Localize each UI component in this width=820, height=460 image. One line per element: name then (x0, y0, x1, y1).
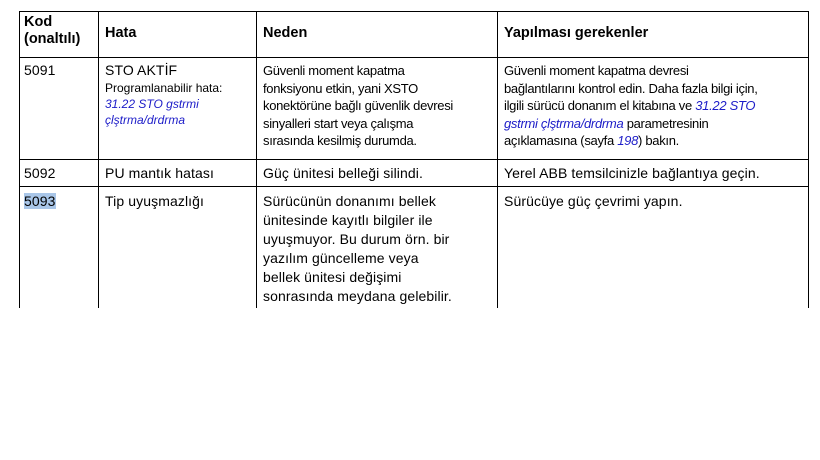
row-divider (19, 159, 809, 160)
action-line (504, 115, 758, 133)
row-5092-action: Yerel ABB temsilcinizle bağlantıya geçin. (504, 165, 760, 181)
action-text: açıklamasına (sayfa (504, 133, 618, 148)
action-line (504, 97, 758, 115)
header-code-sublabel: (onaltılı) (24, 31, 81, 47)
action-line: bağlantılarını kontrol edin. Daha fazla bilgi için, (504, 80, 758, 96)
action-text: ) bakın. (638, 133, 679, 148)
cause-line: Güvenli moment kapatma (263, 63, 405, 78)
header-fault: Hata (105, 25, 137, 41)
cause-line: sonrasında meydana gelebilir. (263, 288, 452, 304)
action-param-link[interactable]: 31.22 STO (695, 98, 756, 113)
column-divider (497, 11, 498, 308)
row-5093-code (24, 192, 56, 211)
cause-line: yazılım güncelleme veya (263, 250, 419, 266)
cause-line: konektörüne bağlı güvenlik devresi (263, 98, 453, 113)
table-border-top (19, 11, 809, 12)
header-row-divider (19, 57, 809, 58)
row-5092-code: 5092 (24, 165, 56, 181)
row-5091-cause (263, 62, 453, 150)
cause-line: sinyalleri start veya çalışma (263, 115, 414, 131)
row-5091-action (504, 62, 758, 150)
row-5092-cause: Güç ünitesi belleği silindi. (263, 165, 423, 181)
page-link[interactable]: 198 (617, 133, 639, 148)
header-cause: Neden (263, 25, 308, 41)
action-text: parametresinin (623, 115, 709, 131)
action-line: Güvenli moment kapatma devresi (504, 63, 689, 78)
action-text: ilgili sürücü donanım el kitabına ve (504, 98, 696, 113)
cause-line: bellek ünitesi değişimi (263, 269, 402, 285)
header-action: Yapılması gerekenler (504, 25, 649, 41)
row-5092-fault: PU mantık hatası (105, 165, 214, 181)
row-5093-fault: Tip uyuşmazlığı (105, 193, 205, 209)
row-5093-action: Sürücüye güç çevrimi yapın. (504, 193, 683, 209)
row-5093-cause (263, 192, 452, 306)
row-5091-code: 5091 (24, 62, 56, 78)
cause-line: uyuşmuyor. Bu durum örn. bir (263, 231, 450, 247)
action-param-link[interactable]: gstrmi çlştrma/drdrma (504, 115, 624, 131)
cause-line: ünitesinde kayıtlı bilgiler ile (263, 212, 433, 228)
cause-line: fonksiyonu etkin, yani XSTO (263, 80, 418, 96)
selected-code: 5093 (24, 193, 56, 209)
fault-param-link[interactable]: 31.22 STO gstrmi (105, 97, 199, 111)
fault-param-link[interactable]: çlştrma/drdrma (105, 113, 186, 127)
header-code (24, 14, 80, 48)
row-divider (19, 186, 809, 187)
column-divider (98, 11, 99, 308)
table-border-left (19, 11, 20, 308)
row-5091-fault (105, 61, 222, 128)
action-line (504, 132, 758, 150)
header-code-label: Kod (24, 14, 53, 30)
column-divider (256, 11, 257, 308)
cause-line: sırasında kesilmiş durumda. (263, 133, 417, 148)
fault-name: STO AKTİF (105, 62, 178, 78)
table-border-right (808, 11, 809, 308)
cause-line: Sürücünün donanımı bellek (263, 193, 436, 209)
fault-note: Programlanabilir hata: (105, 81, 223, 95)
